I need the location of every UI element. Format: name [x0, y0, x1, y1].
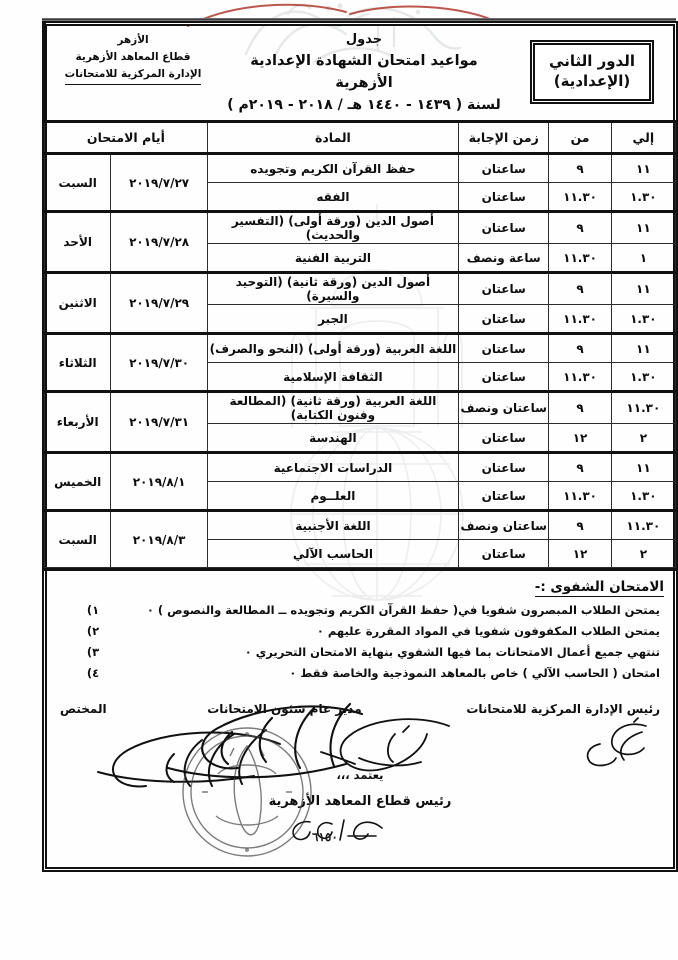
table-row: [45, 212, 676, 244]
cell-time-from: ١٢: [549, 424, 611, 453]
header-to: إلي: [611, 123, 675, 154]
table-row: [45, 392, 676, 424]
table-row: [45, 511, 676, 540]
cell-date: ٢٠١٩/٧/٣١: [111, 392, 207, 453]
round-line-2: (الإعدادية): [553, 71, 631, 90]
oral-exam-note: [56, 623, 664, 641]
table-row: [45, 453, 676, 482]
cell-time-from: ٩: [549, 392, 611, 424]
cell-subject: العلــوم: [207, 482, 458, 511]
cell-time-from: ٩: [549, 511, 611, 540]
document-frame: [42, 21, 678, 872]
cell-duration: ساعتان ونصف: [459, 511, 549, 540]
org-line-1: الأزهر: [117, 34, 149, 46]
note-text: يمتحن الطلاب المبصرون شفويا في( حفظ القرآن الكريم وتجويده ــ المطالعة والنصوص ) ٠: [146, 603, 660, 618]
signature-labels-row: [44, 702, 676, 716]
note-index: ١): [86, 603, 100, 618]
cell-time-from: ٩: [549, 453, 611, 482]
cell-time-to: ١١: [611, 212, 675, 244]
cell-time-from: ٩: [549, 212, 611, 244]
cell-subject: الهندسة: [207, 424, 458, 453]
oral-exam-title: [56, 579, 664, 595]
cell-duration: ساعتان: [459, 305, 549, 334]
signature-label-central-admin: رئيس الإدارة المركزية للامتحانات: [466, 701, 660, 716]
cell-duration: ساعتان: [459, 273, 549, 305]
cell-time-to: ١.٣٠: [611, 482, 675, 511]
oral-exam-title-text: الامتحان الشفوى :-: [534, 579, 664, 596]
table-row: [45, 154, 676, 183]
document-header: [44, 23, 676, 123]
cell-time-to: ١١: [611, 453, 675, 482]
cell-duration: ساعة ونصف: [459, 244, 549, 273]
round-indicator: [508, 23, 676, 120]
cell-time-to: ١: [611, 244, 675, 273]
cell-time-to: ١١: [611, 154, 675, 183]
org-line-3: الإدارة المركزية للامتحانات: [65, 66, 202, 85]
cell-subject: الثقافة الإسلامية: [207, 363, 458, 392]
cell-time-from: ١٢: [549, 540, 611, 568]
cell-time-to: ٢: [611, 540, 675, 568]
table-row: [45, 273, 676, 305]
cell-subject: الدراسات الاجتماعية: [207, 453, 458, 482]
cell-subject: أصول الدين (ورقة ثانية) (التوحيد والسيرة): [207, 273, 458, 305]
note-text: تنتهي جميع أعمال الامتحانات بما فيها الشفوي بنهاية الامتحان التحريري ٠: [244, 644, 660, 659]
cell-subject: اللغة العربية (ورقة ثانية) (المطالعة وفنون الكتابة): [207, 392, 458, 424]
cell-date: ٢٠١٩/٧/٢٩: [111, 273, 207, 334]
cell-time-to: ١.٣٠: [611, 363, 675, 392]
header-subject: المادة: [207, 123, 458, 154]
cell-duration: ساعتان: [459, 334, 549, 363]
title-line-2: مواعيد امتحان الشهادة الإعدادية الأزهرية: [250, 52, 478, 91]
oral-exam-note: [56, 602, 664, 620]
cell-time-to: ١١.٣٠: [611, 392, 675, 424]
cell-duration: ساعتان: [459, 424, 549, 453]
cell-date: ٢٠١٩/٨/١: [111, 453, 207, 511]
cell-day: الاثنين: [45, 273, 111, 334]
cell-time-from: ٩: [549, 334, 611, 363]
cell-subject: حفظ القرآن الكريم وتجويده: [207, 154, 458, 183]
cell-time-to: ١.٣٠: [611, 183, 675, 212]
approval-block: [44, 768, 676, 809]
note-text: يمتحن الطلاب المكفوفون شفويا في المواد المقررة عليهم ٠: [316, 624, 660, 639]
note-index: ٣): [86, 644, 100, 659]
cell-time-to: ١.٣٠: [611, 305, 675, 334]
cell-day: السبت: [45, 154, 111, 212]
cell-subject: الفقه: [207, 183, 458, 212]
document-title-block: [220, 23, 508, 120]
cell-time-from: ١١.٣٠: [549, 482, 611, 511]
cell-subject: الجبر: [207, 305, 458, 334]
cell-duration: ساعتان: [459, 363, 549, 392]
cell-time-to: ٢: [611, 424, 675, 453]
cell-subject: الحاسب الآلي: [207, 540, 458, 568]
cell-day: الثلاثاء: [45, 334, 111, 392]
cell-duration: ساعتان: [459, 154, 549, 183]
cell-date: ٢٠١٩/٧/٢٧: [111, 154, 207, 212]
oral-exam-section: [44, 568, 676, 693]
cell-day: الخميس: [45, 453, 111, 511]
cell-subject: اللغة العربية (ورقة أولى) (النحو والصرف): [207, 334, 458, 363]
header-from: من: [549, 123, 611, 154]
stamp-number: ٦١٥٠: [312, 829, 338, 844]
title-line-3: لسنة ( ١٤٣٩ - ١٤٤٠ هـ / ٢٠١٨ - ٢٠١٩م ): [227, 97, 501, 114]
cell-day: الأحد: [45, 212, 111, 273]
approval-label: يعتمد ،،،: [336, 767, 384, 782]
cell-day: الأربعاء: [45, 392, 111, 453]
header-exam-days: أيام الامتحان: [45, 123, 208, 154]
cell-duration: ساعتان: [459, 453, 549, 482]
cell-time-to: ١١.٣٠: [611, 511, 675, 540]
cell-duration: ساعتان ونصف: [459, 392, 549, 424]
cell-time-from: ١١.٣٠: [549, 183, 611, 212]
signature-label-exam-affairs: مدير عام شئون الامتحانات: [207, 701, 362, 716]
cell-time-to: ١١: [611, 334, 675, 363]
oral-exam-note: [56, 644, 664, 662]
table-body: [45, 154, 676, 568]
exam-schedule-table: [44, 123, 676, 568]
cell-date: ٢٠١٩/٨/٣: [111, 511, 207, 568]
cell-duration: ساعتان: [459, 212, 549, 244]
round-line-1: الدور الثاني: [549, 51, 635, 70]
cell-duration: ساعتان: [459, 482, 549, 511]
oral-exam-note: [56, 665, 664, 683]
cell-duration: ساعتان: [459, 540, 549, 568]
note-text: امتحان ( الحاسب الآلي ) خاص بالمعاهد النموذجية والخاصة فقط ٠: [289, 665, 660, 680]
note-index: ٤): [86, 665, 100, 680]
header-duration: زمن الإجابة: [459, 123, 549, 154]
cell-time-from: ٩: [549, 154, 611, 183]
approver-title: رئيس قطاع المعاهد الأزهرية: [268, 793, 452, 809]
title-line-1: جدول: [345, 32, 383, 47]
cell-duration: ساعتان: [459, 183, 549, 212]
oral-exam-notes-list: [56, 602, 664, 682]
cell-time-from: ٩: [549, 273, 611, 305]
signature-section: [44, 694, 676, 870]
cell-subject: أصول الدين (ورقة أولى) (التفسير والحديث): [207, 212, 458, 244]
round-box: [533, 43, 651, 101]
signature-label-specialist: المختص: [60, 701, 107, 716]
table-header-row: [45, 123, 676, 154]
org-line-2: قطاع المعاهد الأزهرية: [75, 51, 191, 63]
cell-date: ٢٠١٩/٧/٢٨: [111, 212, 207, 273]
cell-time-from: ١١.٣٠: [549, 363, 611, 392]
cell-date: ٢٠١٩/٧/٣٠: [111, 334, 207, 392]
organization-header: [44, 23, 220, 120]
cell-time-from: ١١.٣٠: [549, 244, 611, 273]
cell-subject: اللغة الأجنبية: [207, 511, 458, 540]
handwritten-signature-specialist: [576, 716, 662, 772]
cell-time-to: ١١: [611, 273, 675, 305]
cell-subject: التربية الفنية: [207, 244, 458, 273]
cell-day: السبت: [45, 511, 111, 568]
cell-time-from: ١١.٣٠: [549, 305, 611, 334]
note-index: ٢): [86, 624, 100, 639]
table-row: [45, 334, 676, 363]
